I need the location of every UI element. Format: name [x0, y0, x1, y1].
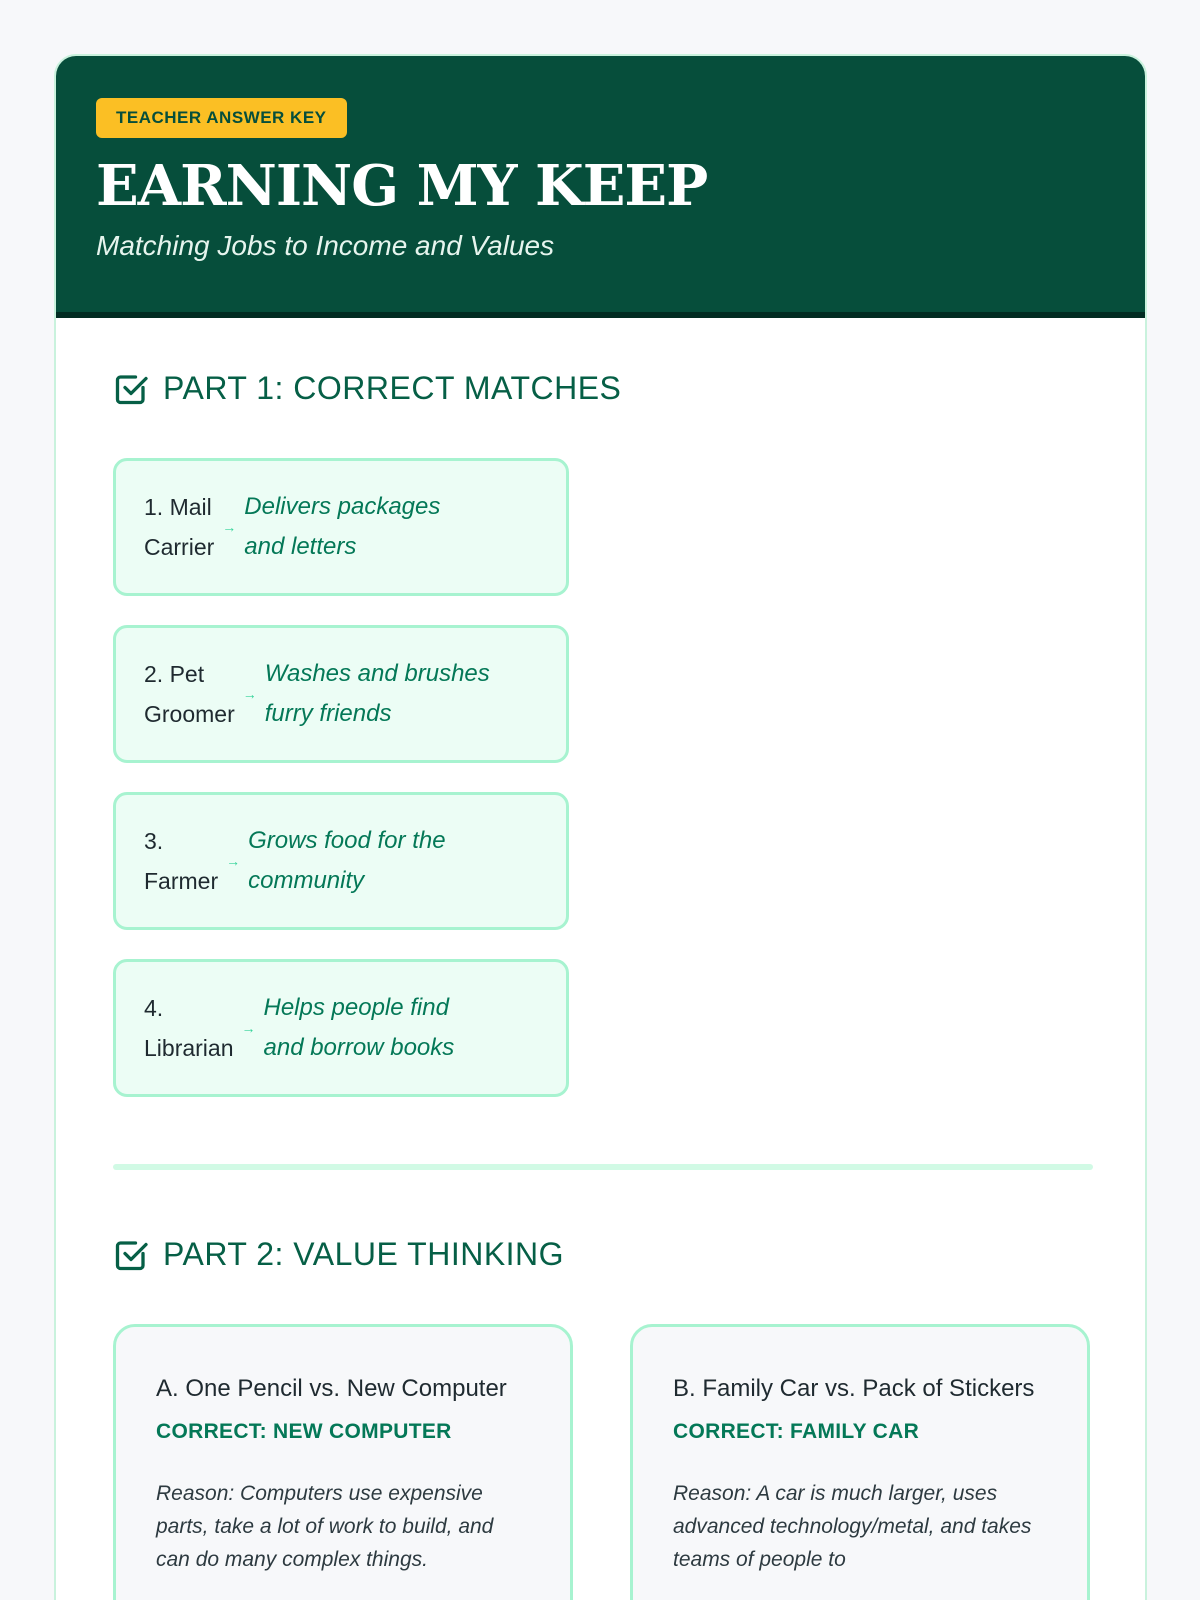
value-answer: CORRECT: FAMILY CAR: [673, 1420, 920, 1443]
answer-key-badge: TEACHER ANSWER KEY: [96, 98, 347, 138]
match-card-4: [113, 959, 569, 1097]
match-job: [144, 487, 214, 567]
checkbox-icon: [113, 371, 149, 407]
match-job: [144, 654, 235, 734]
value-reason: Reason: A car is much larger, uses advanced technology/metal, and takes teams of people to: [673, 1482, 1032, 1571]
value-question: A. One Pencil vs. New Computer: [156, 1375, 507, 1402]
checkbox-icon: [113, 1237, 149, 1273]
value-reason: Reason: Computers use expensive parts, take a lot of work to build, and can do many complex things.: [156, 1482, 494, 1571]
part2-heading-label: PART 2: VALUE THINKING: [163, 1236, 565, 1272]
match-desc-line1: Grows food for the: [248, 827, 446, 854]
match-desc-line2: community: [248, 867, 365, 894]
match-desc-line1: Helps people find: [263, 994, 449, 1021]
value-question: B. Family Car vs. Pack of Stickers: [673, 1375, 1035, 1402]
match-desc-line2: and letters: [244, 533, 357, 560]
match-job-line2: Carrier: [144, 534, 215, 560]
page-header: [56, 56, 1145, 318]
match-desc-line1: Washes and brushes: [264, 660, 490, 687]
value-card-b: [630, 1324, 1090, 1600]
match-description: [248, 821, 538, 901]
match-description: [265, 654, 538, 734]
match-description: [244, 487, 538, 567]
arrow-right-icon: →: [242, 686, 257, 702]
part1-heading: [113, 370, 621, 407]
match-card-2: [113, 625, 569, 763]
value-answer: CORRECT: NEW COMPUTER: [156, 1420, 452, 1443]
match-card-1: [113, 458, 569, 596]
section-divider: [113, 1164, 1093, 1170]
value-card-a: [113, 1324, 573, 1600]
arrow-right-icon: →: [241, 1020, 256, 1036]
part1-heading-label: PART 1: CORRECT MATCHES: [163, 370, 622, 406]
match-desc-line2: furry friends: [264, 700, 392, 727]
match-job-line1: 4.: [144, 995, 164, 1021]
arrow-right-icon: →: [226, 853, 241, 869]
match-job-line2: Groomer: [144, 701, 235, 727]
match-job: [144, 988, 234, 1068]
match-job-line1: 1. Mail: [144, 494, 212, 520]
match-job-line1: 2. Pet: [144, 661, 205, 687]
match-description: [264, 988, 539, 1068]
match-desc-line2: and borrow books: [263, 1034, 455, 1061]
answer-key-sheet: [54, 54, 1147, 1600]
page-title: EARNING MY KEEP: [96, 153, 708, 219]
page-subtitle: Matching Jobs to Income and Values: [96, 230, 555, 261]
part2-heading: [113, 1236, 564, 1273]
match-job: [144, 821, 218, 901]
match-card-3: [113, 792, 569, 930]
arrow-right-icon: →: [222, 519, 237, 535]
match-job-line2: Librarian: [144, 1035, 234, 1061]
match-desc-line1: Delivers packages: [244, 493, 441, 520]
match-job-line1: 3.: [144, 828, 164, 854]
match-job-line2: Farmer: [144, 868, 219, 894]
